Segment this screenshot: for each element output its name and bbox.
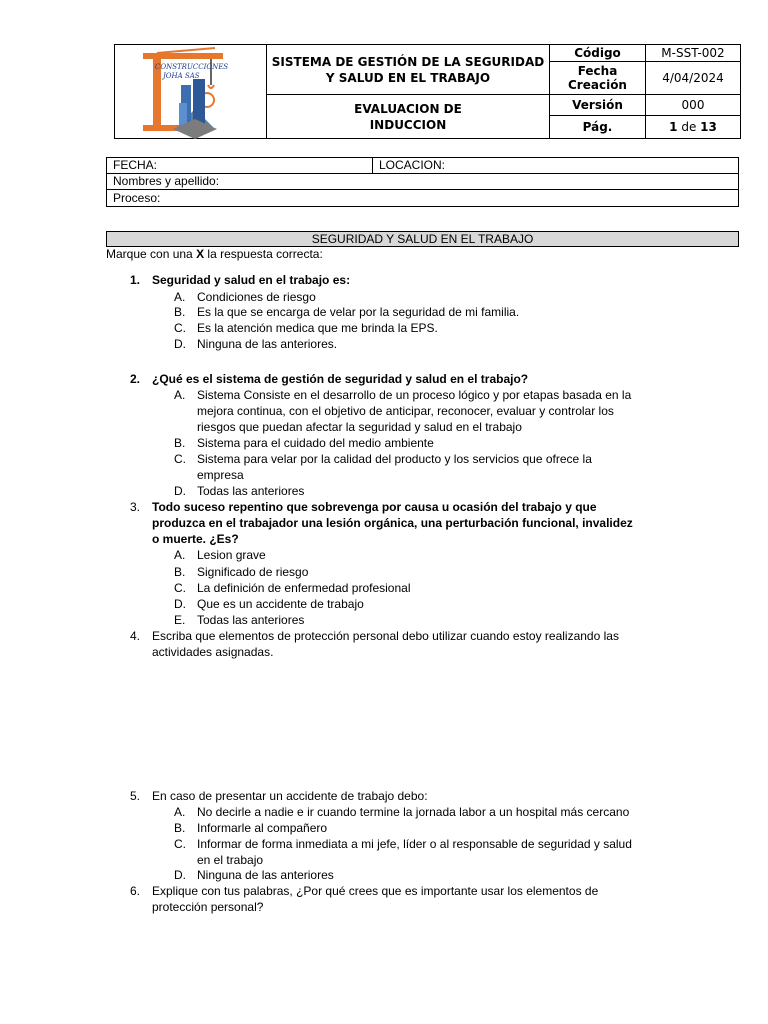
pag-current: 1	[669, 120, 678, 134]
subtitle-line-1: EVALUACION DE	[354, 101, 462, 116]
codigo-value: M-SST-002	[646, 45, 740, 62]
fecha-field[interactable]: FECHA:	[107, 158, 373, 173]
instruction-x: X	[196, 247, 205, 261]
question-text: Seguridad y salud en el trabajo es:	[152, 273, 351, 287]
svg-text:CONSTRUCCIONES: CONSTRUCCIONES	[155, 63, 229, 71]
version-label: Versión	[550, 95, 646, 116]
subtitle-line-2: INDUCCION	[369, 117, 447, 132]
codigo-label: Código	[550, 45, 646, 62]
pag-total: 13	[700, 120, 717, 134]
svg-text:JOHA SAS: JOHA SAS	[163, 72, 200, 80]
section-title: SEGURIDAD Y SALUD EN EL TRABAJO	[106, 231, 739, 247]
instruction-pre: Marque con una	[106, 247, 197, 261]
pag-de: de	[681, 120, 697, 134]
question-text: ¿Qué es el sistema de gestión de seguridad y salud en el trabajo?	[152, 372, 529, 386]
crane-logo-icon	[115, 45, 267, 140]
question-number: 1.	[130, 273, 141, 287]
nombres-field[interactable]: Nombres y apellido:	[107, 174, 738, 190]
instruction-post: la respuesta correcta:	[204, 247, 323, 261]
document-subtitle	[267, 95, 549, 138]
company-logo	[115, 45, 267, 138]
proceso-field[interactable]: Proceso:	[113, 190, 161, 205]
header-title-cell	[267, 45, 550, 138]
document-meta	[550, 45, 740, 138]
question-number: 3.	[130, 500, 141, 514]
document-title: SISTEMA DE GESTIÓN DE LA SEGURIDAD Y SALUD EN EL TRABAJO	[267, 45, 549, 95]
fecha-creacion-value: 4/04/2024	[646, 62, 740, 95]
info-row-fecha	[107, 158, 738, 174]
question-number: 2.	[130, 372, 141, 386]
pag-value	[646, 116, 740, 138]
question-number: 6.	[130, 884, 141, 898]
question-number: 4.	[130, 629, 141, 643]
locacion-field[interactable]: LOCACION:	[379, 158, 446, 172]
fecha-creacion-label: Fecha Creación	[550, 62, 646, 95]
instruction	[106, 247, 323, 261]
version-value: 000	[646, 95, 740, 116]
info-table	[106, 157, 739, 207]
pag-label: Pág.	[550, 116, 646, 138]
document-header	[114, 44, 741, 139]
question-number: 5.	[130, 789, 141, 803]
